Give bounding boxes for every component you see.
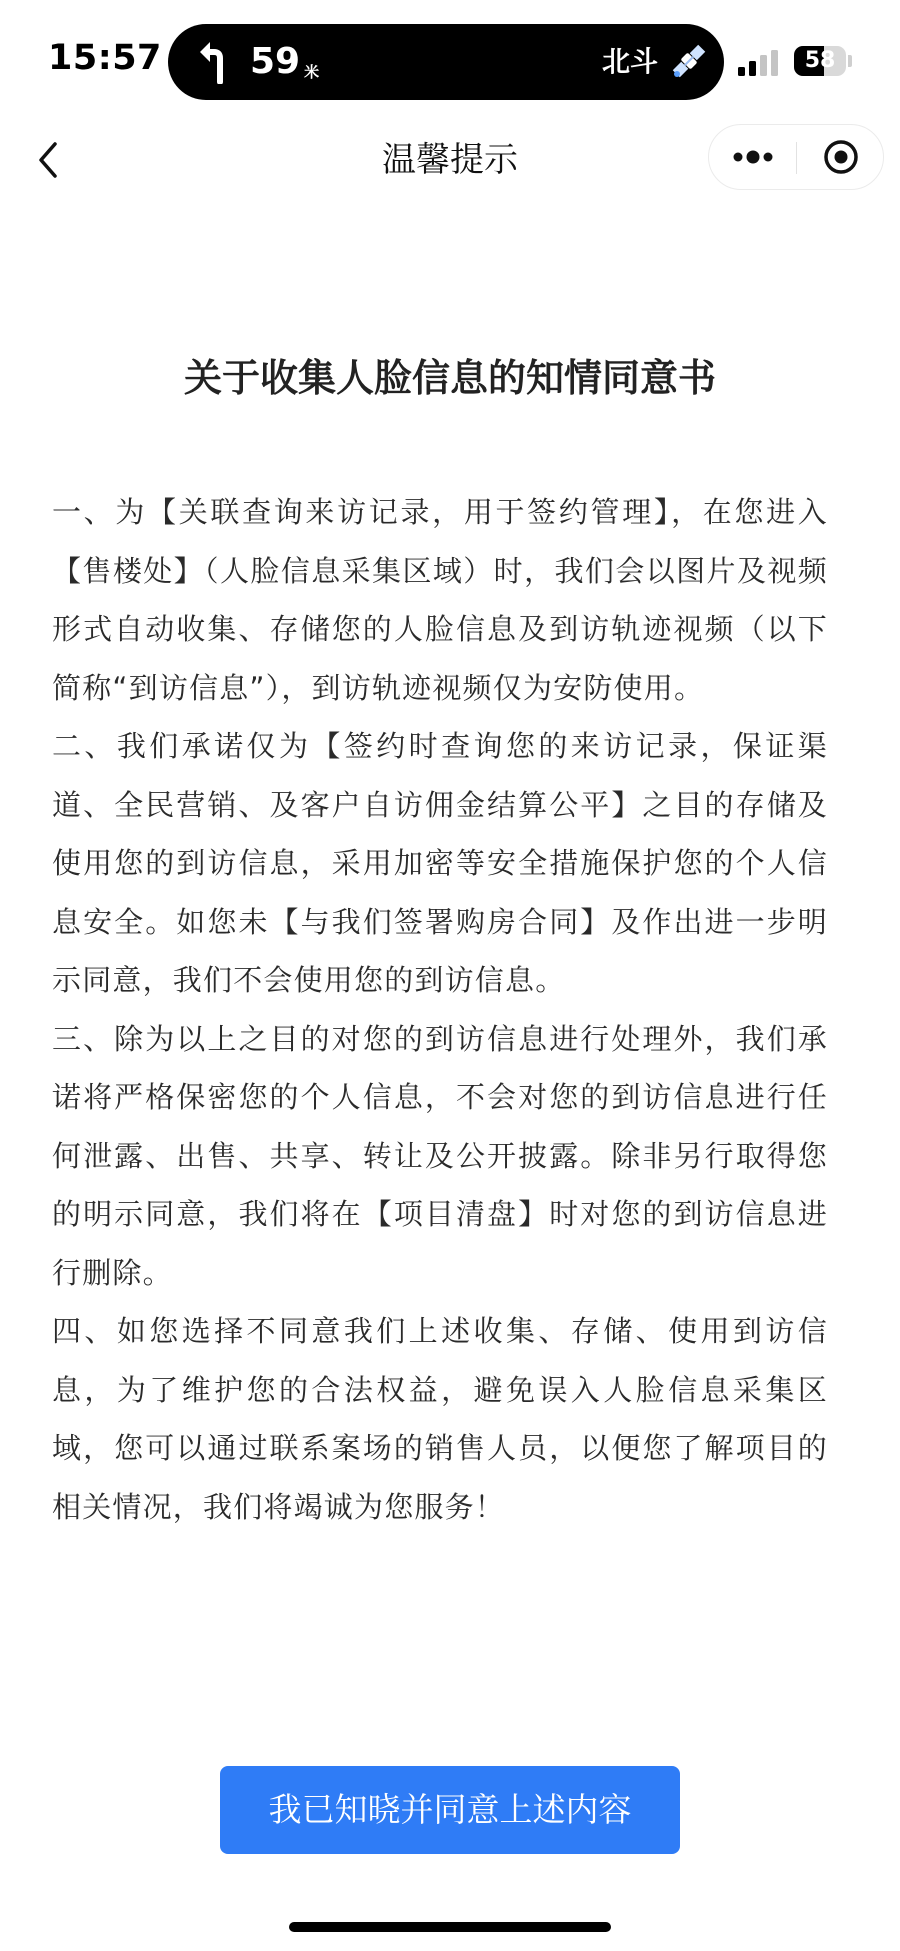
document-paragraph-4: 四、如您选择不同意我们上述收集、存储、使用到访信息，为了维护您的合法权益，避免误入人脸信息采集区域，您可以通过联系案场的销售人员，以便您了解项目的相关情况，我们将竭诚为您服务！ bbox=[52, 1314, 828, 1524]
more-button[interactable] bbox=[709, 125, 796, 189]
mini-program-capsule bbox=[708, 124, 884, 190]
agree-button[interactable]: 我已知晓并同意上述内容 bbox=[220, 1766, 680, 1854]
document-paragraph-1: 一、为【关联查询来访记录，用于签约管理】，在您进入【售楼处】（人脸信息采集区域）时，我们会以图片及视频形式自动收集、存储您的人脸信息及到访轨迹视频（以下简称“到访信息”），到访轨迹视频仅为安防使用。 bbox=[52, 495, 828, 705]
close-button[interactable] bbox=[797, 125, 884, 189]
signal-icon bbox=[738, 50, 782, 76]
document-title: 关于收集人脸信息的知情同意书 bbox=[183, 356, 716, 400]
document-paragraph-3: 三、除为以上之目的对您的到访信息进行处理外，我们承诺将严格保密您的个人信息，不会对您的到访信息进行任何泄露、出售、共享、转让及公开披露。除非另行取得您的明示同意，我们将在【项目清盘】时对您的到访信息进行删除。 bbox=[52, 1021, 828, 1290]
battery-level: 58 bbox=[804, 48, 836, 73]
battery-cap bbox=[848, 55, 852, 67]
home-indicator[interactable] bbox=[289, 1922, 611, 1932]
battery-icon bbox=[794, 46, 846, 76]
status-bar bbox=[0, 0, 900, 120]
beidou-label: 北斗 bbox=[602, 45, 659, 78]
nav-distance bbox=[250, 40, 319, 94]
dynamic-island-navigation[interactable] bbox=[168, 24, 724, 100]
more-dots-icon bbox=[731, 150, 775, 164]
nav-bar bbox=[0, 120, 900, 200]
document-body bbox=[52, 483, 828, 1536]
document-paragraph-2: 二、我们承诺仅为【签约时查询您的来访记录，保证渠道、全民营销、及客户自访佣金结算公平】之目的存储及使用您的到访信息，采用加密等安全措施保护您的个人信息安全。如您未【与我们签署购房合同】及作出进一步明示同意，我们不会使用您的到访信息。 bbox=[52, 729, 828, 997]
nav-distance-value: 59 bbox=[250, 41, 301, 82]
nav-distance-unit: 米 bbox=[304, 63, 320, 81]
turn-left-arrow-icon bbox=[198, 40, 234, 84]
close-target-icon bbox=[821, 137, 861, 177]
page-title: 温馨提示 bbox=[382, 140, 518, 180]
status-time: 15:57 bbox=[48, 38, 162, 78]
satellite-icon bbox=[668, 40, 710, 82]
